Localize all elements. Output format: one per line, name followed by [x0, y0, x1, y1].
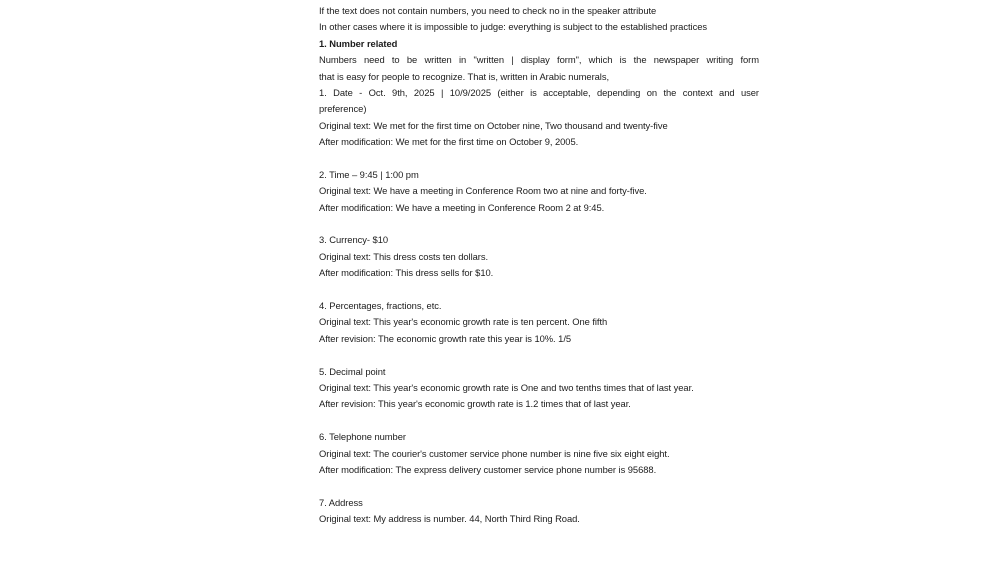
- time-item-title: 2. Time – 9:45 | 1:00 pm: [319, 168, 419, 180]
- spacer: [319, 282, 759, 298]
- percent-original-text: Original text: This year's economic growth rate is ten percent. One fifth: [319, 316, 608, 328]
- section-heading: 1. Number related: [319, 37, 398, 49]
- paragraph-line-2: that is easy for people to recognize. That is, written in Arabic numerals,: [319, 70, 610, 82]
- phone-item-title: 6. Telephone number: [319, 431, 406, 443]
- spacer: [319, 347, 759, 363]
- currency-original-text: Original text: This dress costs ten dollars.: [319, 250, 489, 262]
- decimal-item-title: 5. Decimal point: [319, 365, 386, 377]
- spacer: [319, 216, 759, 232]
- percent-modified-text: After revision: The economic growth rate this year is 10%. 1/5: [319, 332, 572, 344]
- time-original-text: Original text: We have a meeting in Conference Room two at nine and forty-five.: [319, 185, 647, 197]
- address-item-title: 7. Address: [319, 496, 363, 508]
- date-modified-text: After modification: We met for the first time on October 9, 2005.: [319, 136, 579, 148]
- intro-line-2: In other cases where it is impossible to judge: everything is subject to the established practices: [319, 21, 708, 33]
- date-item-title: 1. Date - Oct. 9th, 2025 | 10/9/2025 (either is acceptable, depending on the context and user: [319, 86, 759, 98]
- paragraph-line-1: Numbers need to be written in "written | display form", which is the newspaper writing form: [319, 54, 759, 66]
- spacer: [319, 478, 759, 494]
- decimal-original-text: Original text: This year's economic growth rate is One and two tenths times that of last year.: [319, 381, 694, 393]
- time-modified-text: After modification: We have a meeting in Conference Room 2 at 9:45.: [319, 201, 605, 213]
- decimal-modified-text: After revision: This year's economic growth rate is 1.2 times that of last year.: [319, 398, 631, 410]
- phone-original-text: Original text: The courier's customer service phone number is nine five six eight eight.: [319, 447, 670, 459]
- date-original-text: Original text: We met for the first time on October nine, Two thousand and twenty-five: [319, 119, 668, 131]
- date-item-title-continued: preference): [319, 103, 367, 115]
- address-original-text: Original text: My address is number. 44, North Third Ring Road.: [319, 513, 580, 525]
- percent-item-title: 4. Percentages, fractions, etc.: [319, 300, 442, 312]
- spacer: [319, 413, 759, 429]
- intro-line-1: If the text does not contain numbers, you need to check no in the speaker attribute: [319, 5, 657, 16]
- currency-item-title: 3. Currency- $10: [319, 234, 389, 246]
- phone-modified-text: After modification: The express delivery customer service phone number is 95688.: [319, 463, 657, 475]
- document-body: [319, 3, 759, 528]
- currency-modified-text: After modification: This dress sells for $10.: [319, 267, 494, 279]
- spacer: [319, 151, 759, 167]
